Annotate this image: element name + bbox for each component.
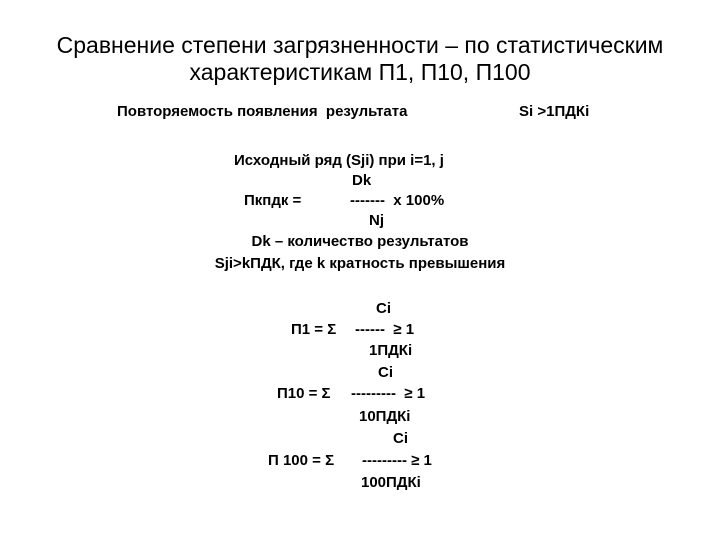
p1-fraction: ------ ≥ 1 bbox=[355, 321, 415, 338]
source-series-text: Исходный ряд (Sji) при i=1, j bbox=[234, 152, 444, 169]
repeatability-label: Повторяемость появления результата bbox=[117, 103, 408, 120]
p100-denominator: 100ПДКi bbox=[361, 474, 421, 491]
p100-numerator: Ci bbox=[393, 430, 408, 447]
title-line-2: характеристикам П1, П10, П100 bbox=[189, 59, 531, 85]
formula-denominator: Nj bbox=[369, 212, 384, 229]
formula-lhs: Пкпдк = bbox=[244, 192, 302, 209]
p10-fraction: --------- ≥ 1 bbox=[351, 385, 426, 402]
definition-line-2: Sji>kПДК, где k кратность превышения bbox=[214, 255, 506, 272]
p10-denominator: 10ПДКi bbox=[359, 408, 411, 425]
p1-lhs: П1 = Σ bbox=[291, 321, 337, 338]
formula-fraction-line: ------- x 100% bbox=[350, 192, 445, 209]
p1-numerator: Ci bbox=[376, 300, 391, 317]
p10-numerator: Ci bbox=[378, 364, 393, 381]
repeatability-condition: Si >1ПДКi bbox=[519, 103, 590, 120]
p10-lhs: П10 = Σ bbox=[277, 385, 331, 402]
title-line-1: Сравнение степени загрязненности – по статистическим bbox=[56, 32, 664, 58]
definition-line-1: Dk – количество результатов bbox=[251, 233, 469, 250]
formula-numerator: Dk bbox=[352, 172, 372, 189]
p1-denominator: 1ПДКi bbox=[369, 342, 413, 359]
slide-title bbox=[0, 32, 720, 86]
p100-lhs: П 100 = Σ bbox=[268, 452, 335, 469]
p100-fraction: --------- ≥ 1 bbox=[362, 452, 432, 469]
